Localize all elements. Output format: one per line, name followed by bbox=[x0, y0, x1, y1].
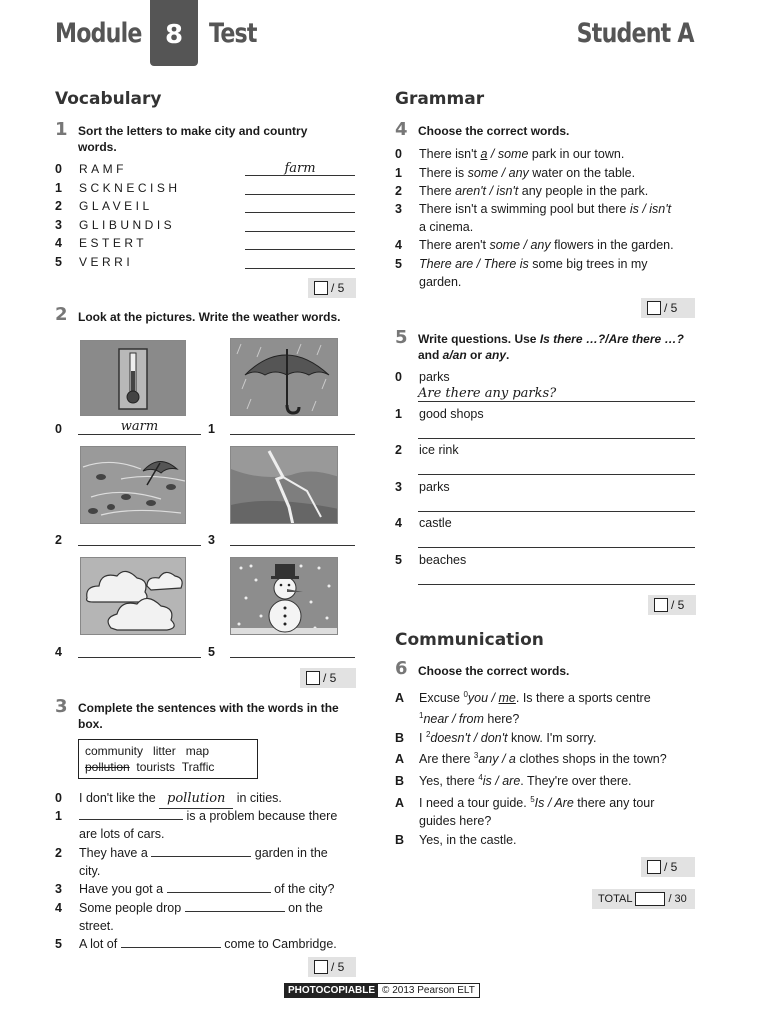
q6-line-2: B I $^2$doesn't / don't know. I'm sorry. bbox=[395, 730, 597, 746]
q3-number: 3 bbox=[55, 696, 68, 717]
q2-label-2: 2 bbox=[55, 533, 62, 547]
q2-answer-0[interactable]: warm bbox=[78, 419, 201, 435]
q4-item-5: 5 There are / There is some big trees in my garden. bbox=[395, 257, 648, 289]
test-word: Test bbox=[209, 18, 257, 49]
q5-score: / 5 bbox=[648, 595, 696, 615]
q2-answer-4[interactable] bbox=[78, 642, 201, 658]
q4-item-1: 1 There is some / any water on the table. bbox=[395, 166, 636, 180]
footer bbox=[284, 983, 480, 998]
q4-item-3: 3 There isn't a swimming pool but there is / isn't a cinema. bbox=[395, 202, 672, 234]
q1-answer[interactable]: farm bbox=[245, 160, 355, 176]
q2-number: 2 bbox=[55, 304, 68, 325]
q1-score: / 5 bbox=[308, 278, 356, 298]
q4-item-0: 0 There isn't a / some park in our town. bbox=[395, 147, 625, 161]
q3-answer-5[interactable] bbox=[121, 936, 221, 948]
q1-answer[interactable] bbox=[245, 179, 355, 195]
thermometer-picture bbox=[80, 340, 186, 416]
q4-choice-2[interactable]: aren't / isn't bbox=[455, 184, 519, 198]
q6-choice-2[interactable]: doesn't / don't bbox=[430, 731, 508, 746]
q1-instruction: Sort the letters to make city and country words. bbox=[78, 124, 308, 154]
q4-choice-3[interactable]: is / isn't bbox=[629, 202, 672, 216]
scrambled-letters: GLIBUNDIS bbox=[79, 217, 176, 232]
q2-label-0: 0 bbox=[55, 422, 62, 436]
q4-instruction: Choose the correct words. bbox=[418, 124, 570, 138]
photocopiable-label: PHOTOCOPIABLE bbox=[285, 984, 378, 997]
q3-answer-4[interactable] bbox=[185, 900, 285, 912]
q2-answer-1[interactable] bbox=[230, 419, 355, 435]
score-box[interactable] bbox=[306, 671, 320, 685]
q3-sentence-0: 0 I don't like the pollution in cities. bbox=[55, 789, 355, 809]
score-box[interactable] bbox=[654, 598, 668, 612]
q3-sentence-2: 2 They have a garden in the city. bbox=[55, 846, 328, 878]
q6-instruction: Choose the correct words. bbox=[418, 664, 570, 678]
q6-score: / 5 bbox=[641, 857, 695, 877]
q5-item: 2 ice rink bbox=[395, 441, 695, 478]
q1-number: 1 bbox=[55, 119, 68, 140]
q1-answer[interactable] bbox=[245, 216, 355, 232]
scrambled-letters: SCKNECISH bbox=[79, 180, 181, 195]
q6-line-5: A I need a tour guide. $^5$Is / Are there any tour guides here? bbox=[395, 795, 655, 829]
q1-answer[interactable] bbox=[245, 234, 355, 250]
q5-answer[interactable] bbox=[418, 422, 695, 439]
q3-answer-1[interactable] bbox=[79, 808, 183, 820]
q5-instruction: Write questions. Use Is there …?/Are there …? and a/an or any. bbox=[418, 332, 684, 362]
q5-answer[interactable] bbox=[418, 495, 695, 512]
q2-instruction: Look at the pictures. Write the weather words. bbox=[78, 310, 341, 324]
q5-item: 1 good shops bbox=[395, 405, 695, 442]
umbrella-rain-picture bbox=[230, 338, 338, 416]
windy-picture bbox=[80, 446, 186, 524]
q1-item: 4 ESTERT bbox=[55, 234, 355, 253]
q5-item: 5 beaches bbox=[395, 551, 695, 588]
q2-answer-3[interactable] bbox=[230, 530, 355, 546]
q4-choice-4[interactable]: some / any bbox=[489, 238, 551, 252]
q1-item: 1 SCKNECISH bbox=[55, 179, 355, 198]
clouds-picture bbox=[80, 557, 186, 635]
q4-item-2: 2 There aren't / isn't any people in the park. bbox=[395, 184, 649, 198]
q3-answer-0[interactable]: pollution bbox=[159, 790, 233, 809]
q1-item: 2 GLAVEIL bbox=[55, 197, 355, 216]
q5-answer[interactable] bbox=[418, 531, 695, 548]
q6-choice-1[interactable]: near / from bbox=[423, 712, 484, 727]
box-word: map bbox=[185, 744, 210, 758]
lightning-picture bbox=[230, 446, 338, 524]
q3-answer-2[interactable] bbox=[151, 845, 251, 857]
q6-line-4: B Yes, there $^4$is / are. They're over there. bbox=[395, 773, 632, 789]
total-score: TOTAL / 30 bbox=[592, 889, 695, 909]
q5-prompt: castle bbox=[419, 516, 452, 530]
q1-item: 0 RAMF farm bbox=[55, 160, 355, 179]
q5-answer[interactable] bbox=[418, 458, 695, 475]
q2-answer-2[interactable] bbox=[78, 530, 201, 546]
q6-line-3: A Are there $^3$any / a clothes shops in the town? bbox=[395, 751, 667, 767]
q3-sentence-4: 4 Some people drop on the street. bbox=[55, 901, 323, 933]
box-word: tourists bbox=[136, 760, 176, 774]
module-word: Module bbox=[55, 18, 142, 49]
q5-item: 4 castle bbox=[395, 514, 695, 551]
q5-answer[interactable] bbox=[418, 568, 695, 585]
box-word: community bbox=[85, 744, 144, 758]
communication-title: Communication bbox=[395, 630, 544, 650]
box-word: litter bbox=[153, 744, 176, 758]
student-label: Student A bbox=[577, 18, 694, 49]
q6-line-6: B Yes, in the castle. bbox=[395, 833, 517, 847]
score-box[interactable] bbox=[314, 281, 328, 295]
q3-score: / 5 bbox=[308, 957, 356, 977]
q5-item: 3 parks bbox=[395, 478, 695, 515]
q4-choice-5[interactable]: There are / There is bbox=[419, 257, 529, 271]
q5-list bbox=[395, 368, 695, 587]
scrambled-letters: GLAVEIL bbox=[79, 199, 153, 213]
q6-choice-4[interactable]: is / are bbox=[482, 774, 521, 789]
total-box[interactable] bbox=[635, 892, 665, 906]
q6-number: 6 bbox=[395, 658, 408, 679]
q2-answer-5[interactable] bbox=[230, 642, 355, 658]
q5-prompt: ice rink bbox=[419, 443, 459, 457]
q2-label-3: 3 bbox=[208, 533, 215, 547]
q4-number: 4 bbox=[395, 119, 408, 140]
q6-choice-5[interactable]: Is / Are bbox=[534, 796, 574, 811]
box-word-used: pollution bbox=[85, 760, 130, 774]
q5-prompt: parks bbox=[419, 370, 450, 384]
q1-item: 3 GLIBUNDIS bbox=[55, 216, 355, 235]
q3-answer-3[interactable] bbox=[167, 881, 271, 893]
q4-choice-1[interactable]: some / any bbox=[467, 166, 529, 180]
vocabulary-title: Vocabulary bbox=[55, 89, 162, 109]
q1-item: 5 VERRI bbox=[55, 253, 355, 272]
q1-answer[interactable] bbox=[245, 253, 355, 269]
score-box[interactable] bbox=[647, 860, 661, 874]
q1-answer[interactable] bbox=[245, 197, 355, 213]
q3-sentence-5: 5 A lot of come to Cambridge. bbox=[55, 937, 337, 951]
q3-instruction: Complete the sentences with the words in the box. bbox=[78, 701, 339, 731]
q4-item-4: 4 There aren't some / any flowers in the garden. bbox=[395, 238, 674, 252]
scrambled-letters: VERRI bbox=[79, 254, 134, 269]
copyright: © 2013 Pearson ELT bbox=[382, 985, 475, 996]
q4-score: / 5 bbox=[641, 298, 695, 318]
q6-choice-3[interactable]: any / a bbox=[478, 752, 516, 767]
q2-label-4: 4 bbox=[55, 645, 62, 659]
q5-number: 5 bbox=[395, 327, 408, 348]
scrambled-letters: RAMF bbox=[79, 162, 127, 176]
q1-list bbox=[55, 160, 355, 271]
grammar-title: Grammar bbox=[395, 89, 485, 109]
score-box[interactable] bbox=[647, 301, 661, 315]
box-word: Traffic bbox=[181, 760, 215, 774]
q5-answer[interactable]: Are there any parks? bbox=[418, 385, 695, 402]
q2-label-5: 5 bbox=[208, 645, 215, 659]
q5-prompt: beaches bbox=[419, 552, 467, 567]
word-box bbox=[78, 739, 258, 779]
q6-line-1: A Excuse $^0$you / me. Is there a sports centre $^1$near / from here? bbox=[395, 690, 651, 727]
q3-sentence-3: 3 Have you got a of the city? bbox=[55, 882, 335, 896]
q2-label-1: 1 bbox=[208, 422, 215, 436]
q5-prompt: good shops bbox=[419, 406, 484, 421]
q5-item: 0 parks Are there any parks? bbox=[395, 368, 695, 405]
scrambled-letters: ESTERT bbox=[79, 236, 148, 250]
module-number-badge: 8 bbox=[150, 0, 198, 66]
snowman-picture bbox=[230, 557, 338, 635]
q3-sentence-1: 1 is a problem because there are lots of cars. bbox=[55, 809, 338, 841]
score-box[interactable] bbox=[314, 960, 328, 974]
q5-prompt: parks bbox=[419, 479, 450, 494]
q2-score: / 5 bbox=[300, 668, 356, 688]
